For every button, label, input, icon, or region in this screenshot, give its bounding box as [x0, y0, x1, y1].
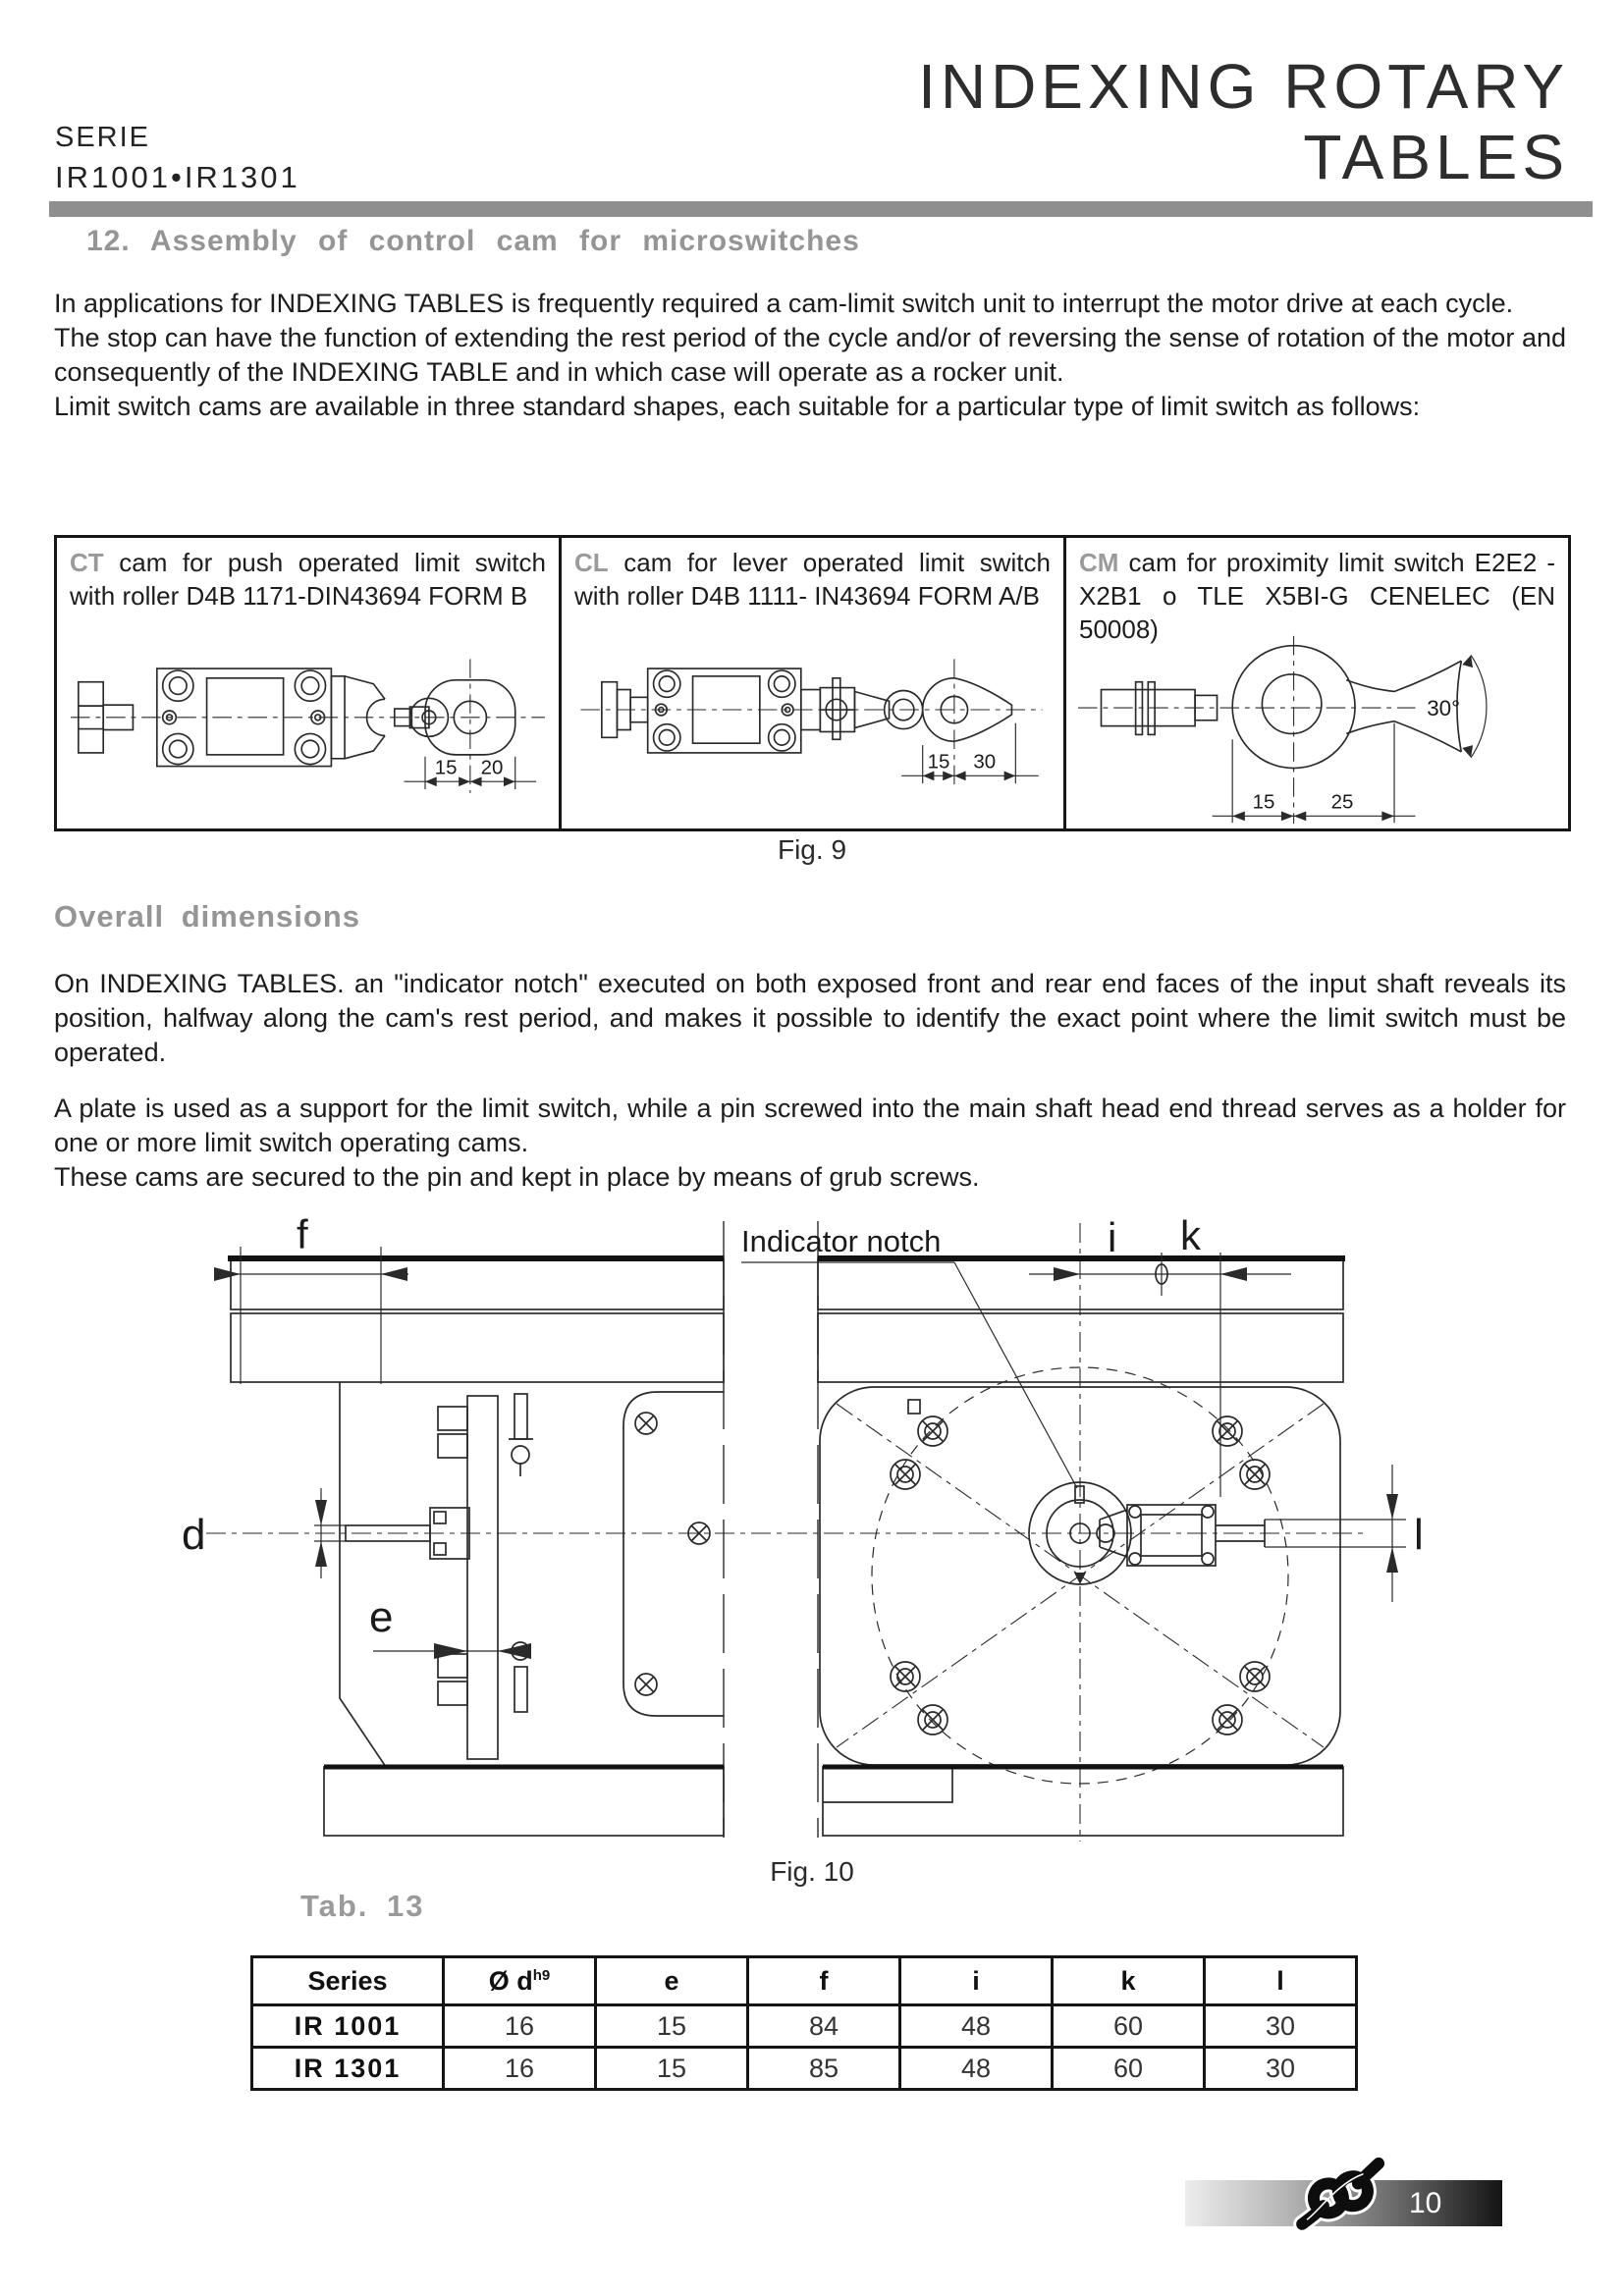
- ct-dim-15: 15: [434, 756, 458, 779]
- col-header-k: k: [1053, 1957, 1205, 2005]
- table-row: [252, 2048, 1357, 2090]
- dimension-e: [369, 1593, 531, 1659]
- label-k: k: [1180, 1212, 1201, 1258]
- fig10-drawing: [177, 1207, 1453, 1850]
- tab13-table: [250, 1955, 1358, 2091]
- overall-paragraph-2: [54, 1092, 1566, 1195]
- cam-cell-ct: [57, 538, 562, 828]
- tab13-header-row: [252, 1957, 1357, 2005]
- diameter-symbol: Ø d: [488, 1965, 533, 1996]
- cam-code-cm: CM: [1079, 548, 1119, 577]
- row1-l: 30: [1205, 2005, 1357, 2048]
- series-models: IR1001•IR1301: [55, 160, 300, 194]
- side-view-body: [340, 1382, 724, 1767]
- intro-p2: The stop can have the function of extending the rest period of the cycle and/or of reversing the sense of rotation of the motor and consequently of the INDEXING TABLE and in which case will operate as a rocker unit.: [54, 323, 1566, 387]
- row1-e: 15: [596, 2005, 748, 2048]
- cam-desc-cl: cam for lever operated limit switch with roller D4B 1111- IN43694 FORM A/B: [574, 548, 1051, 611]
- header-series-block: [55, 122, 300, 195]
- section-title: 12. Assembly of control cam for microswitches: [86, 225, 860, 257]
- row1-f: 84: [748, 2005, 900, 2048]
- cm-cam-drawing: [1066, 632, 1568, 828]
- table-row: [252, 2005, 1357, 2048]
- col-header-diameter: [444, 1957, 596, 2005]
- intro-p3: Limit switch cams are available in three standard shapes, each suitable for a particular type of limit switch as follows:: [54, 392, 1421, 421]
- cl-limit-switch: [602, 668, 923, 753]
- label-e: e: [369, 1593, 394, 1641]
- cm-angle-30: 30°: [1427, 695, 1461, 721]
- col-header-l: l: [1205, 1957, 1357, 2005]
- row2-series: IR 1301: [252, 2048, 444, 2090]
- fig9-caption: Fig. 9: [777, 834, 847, 865]
- intro-paragraphs: [54, 287, 1566, 424]
- cam-code-ct: CT: [70, 548, 104, 577]
- col-header-e: e: [596, 1957, 748, 2005]
- cl-dim-15: 15: [927, 750, 950, 774]
- row2-i: 48: [900, 2048, 1053, 2090]
- overall-dimensions-heading: Overall dimensions: [54, 899, 360, 934]
- cm-dim-25: 25: [1330, 790, 1354, 814]
- col-header-series: Series: [252, 1957, 444, 2005]
- base-plates: [324, 1767, 1343, 1836]
- fig10-caption: Fig. 10: [770, 1856, 854, 1887]
- cl-dim-30: 30: [973, 750, 997, 774]
- row1-series: IR 1001: [252, 2005, 444, 2048]
- row2-k: 60: [1053, 2048, 1205, 2090]
- label-l: l: [1414, 1511, 1424, 1559]
- cam-pin: [509, 1394, 533, 1712]
- cover-screw-icon: [635, 1413, 710, 1695]
- indicator-notch-label: Indicator notch: [741, 1224, 942, 1258]
- cl-cam-drawing: [562, 632, 1063, 828]
- cam-cell-cm: [1066, 538, 1568, 828]
- cm-dim-15: 15: [1252, 790, 1275, 814]
- cam-code-cl: CL: [574, 548, 609, 577]
- limit-switch-block: [1097, 1505, 1265, 1566]
- series-label: SERIE: [55, 122, 151, 153]
- page-number: 10: [1409, 2187, 1442, 2219]
- cam-types-table: [54, 535, 1571, 831]
- cam-desc-ct: cam for push operated limit switch with roller D4B 1171-DIN43694 FORM B: [70, 548, 546, 611]
- overall-p1-text: On INDEXING TABLES. an "indicator notch" executed on both exposed front and rear end faces of the input shaft reveals its position, halfway along the cam's rest period, and makes it possible to identify the exact point where the limit switch must be operated.: [54, 969, 1566, 1067]
- page-title-line1: INDEXING ROTARY: [918, 51, 1569, 122]
- row2-e: 15: [596, 2048, 748, 2090]
- label-d: d: [182, 1511, 206, 1559]
- row1-d: 16: [444, 2005, 596, 2048]
- cl-dimensions: [901, 723, 1039, 783]
- header-divider-bar: [49, 201, 1593, 217]
- row2-f: 85: [748, 2048, 900, 2090]
- diameter-tolerance: h9: [532, 1966, 551, 1984]
- label-f: f: [297, 1211, 308, 1257]
- indicator-notch-callout: [741, 1224, 1077, 1488]
- cam-cell-cl: [562, 538, 1066, 828]
- overall-p2-text: A plate is used as a support for the limit switch, while a pin screwed into the main shaft head end thread serves as a holder for one or more limit switch operating cams.: [54, 1094, 1566, 1157]
- col-header-i: i: [900, 1957, 1053, 2005]
- dimension-f: [214, 1211, 408, 1384]
- ct-cam-drawing: [57, 632, 559, 828]
- brand-knot-logo-icon: [1282, 2156, 1398, 2238]
- intro-p1: In applications for INDEXING TABLES is frequently required a cam-limit switch unit to interrupt the motor drive at each cycle.: [54, 289, 1514, 318]
- page-title-line2: TABLES: [1303, 122, 1569, 192]
- overall-p3-text: These cams are secured to the pin and kept in place by means of grub screws.: [54, 1162, 980, 1192]
- label-i: i: [1108, 1214, 1117, 1260]
- row2-l: 30: [1205, 2048, 1357, 2090]
- ct-dim-20: 20: [480, 756, 504, 779]
- cam-desc-cm: cam for proximity limit switch E2E2 - X2B1 o TLE X5BI-G CENELEC (EN 50008): [1079, 548, 1555, 644]
- row1-k: 60: [1053, 2005, 1205, 2048]
- row1-i: 48: [900, 2005, 1053, 2048]
- page-title: [918, 51, 1569, 192]
- row2-d: 16: [444, 2048, 596, 2090]
- col-header-f: f: [748, 1957, 900, 2005]
- overall-paragraph-1: [54, 967, 1566, 1070]
- tab13-title: Tab. 13: [300, 1889, 425, 1923]
